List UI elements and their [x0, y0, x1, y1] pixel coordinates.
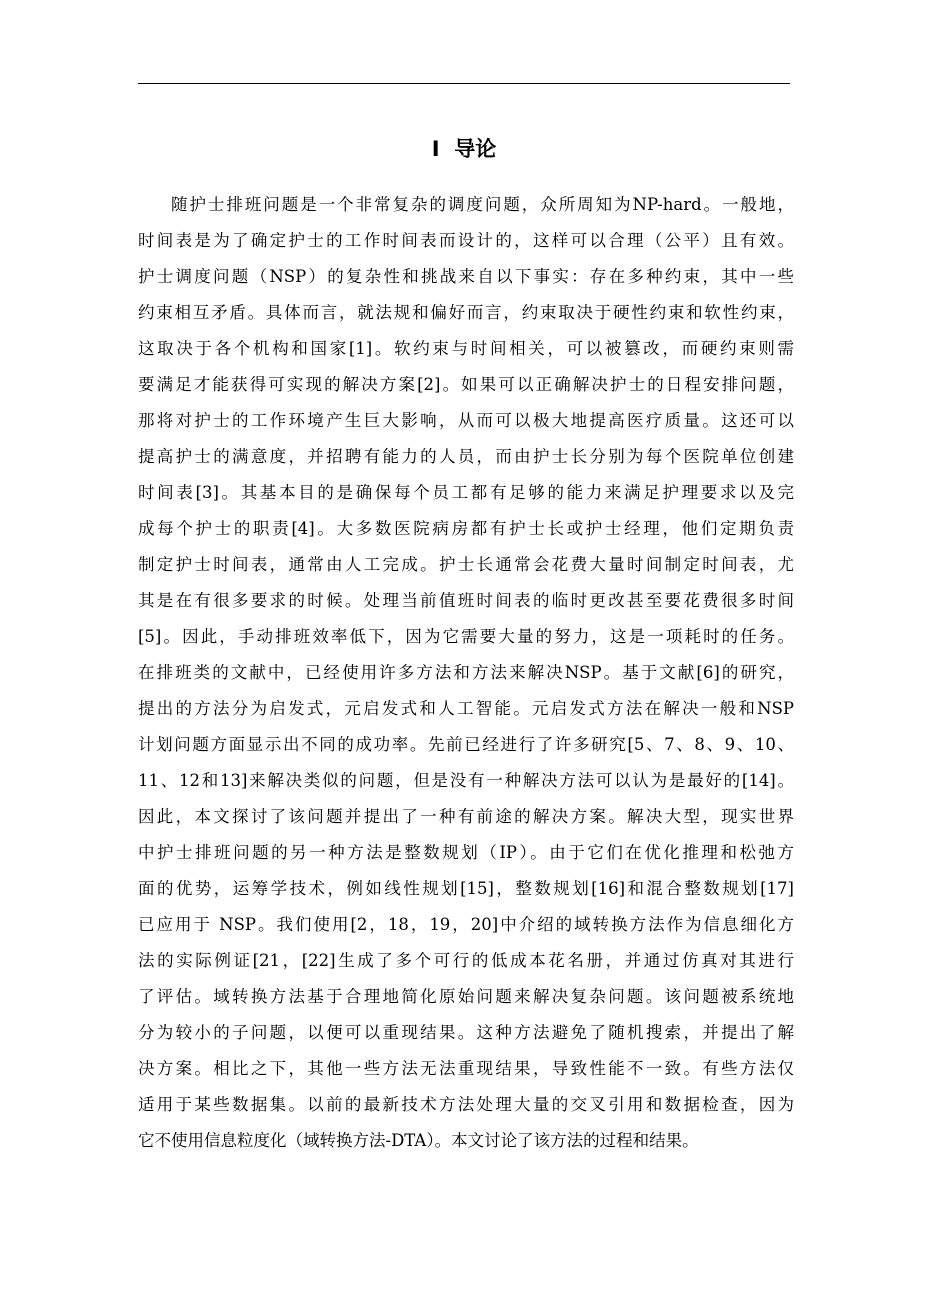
paragraph-line: 在排班类的文献中，已经使用许多方法和方法来解决NSP。基于文献[6]的研究，	[138, 663, 794, 682]
header-rule	[138, 83, 790, 84]
paragraph-line: 了评估。域转换方法基于合理地简化原始问题来解决复杂问题。该问题被系统地	[138, 987, 794, 1006]
paragraph-line: 计划问题方面显示出不同的成功率。先前已经进行了许多研究[5、7、8、9、10、	[138, 735, 794, 754]
section-heading	[138, 132, 790, 166]
paragraph-line: 决方案。相比之下，其他一些方法无法重现结果，导致性能不一致。有些方法仅	[138, 1059, 794, 1078]
paragraph-line: 那将对护士的工作环境产生巨大影响，从而可以极大地提高医疗质量。这还可以	[138, 411, 794, 430]
paragraph-line: 11、12和13]来解决类似的问题，但是没有一种解决方法可以认为是最好的[14]。	[138, 771, 794, 790]
paragraph-line: 制定护士时间表，通常由人工完成。护士长通常会花费大量时间制定时间表，尤	[138, 555, 794, 574]
paragraph-line: 随护士排班问题是一个非常复杂的调度问题，众所周知为NP-hard。一般地，	[171, 195, 794, 214]
paragraph-line: 提出的方法分为启发式，元启发式和人工智能。元启发式方法在解决一般和NSP	[138, 699, 794, 718]
paragraph-line: 因此，本文探讨了该问题并提出了一种有前途的解决方案。解决大型，现实世界	[138, 807, 794, 826]
section-number: I	[431, 137, 440, 161]
body-paragraph	[138, 187, 794, 1159]
paragraph-line: 时间表[3]。其基本目的是确保每个员工都有足够的能力来满足护理要求以及完	[138, 483, 794, 502]
paragraph-line: 其是在有很多要求的时候。处理当前值班时间表的临时更改甚至要花费很多时间	[138, 591, 794, 610]
paragraph-line: 中护士排班问题的另一种方法是整数规划（IP）。由于它们在优化推理和松弛方	[138, 843, 794, 862]
paragraph-line: 适用于某些数据集。以前的最新技术方法处理大量的交叉引用和数据检查，因为	[138, 1095, 794, 1114]
paragraph-line: 它不使用信息粒度化（域转换方法-DTA）。本文讨论了该方法的过程和结果。	[138, 1131, 699, 1150]
paragraph-line: 约束相互矛盾。具体而言，就法规和偏好而言，约束取决于硬性约束和软性约束，	[138, 303, 794, 322]
paragraph-line: 法的实际例证[21，[22]生成了多个可行的低成本花名册，并通过仿真对其进行	[138, 951, 794, 970]
paragraph-line: 提高护士的满意度，并招聘有能力的人员，而由护士长分别为每个医院单位创建	[138, 447, 794, 466]
paragraph-line: 面的优势，运筹学技术，例如线性规划[15]，整数规划[16]和混合整数规划[17]	[138, 879, 794, 898]
paragraph-line: 这取决于各个机构和国家[1]。软约束与时间相关，可以被篡改，而硬约束则需	[138, 339, 794, 358]
paragraph-line: 成每个护士的职责[4]。大多数医院病房都有护士长或护士经理，他们定期负责	[138, 519, 794, 538]
paragraph-line: 时间表是为了确定护士的工作时间表而设计的，这样可以合理（公平）且有效。	[138, 231, 794, 250]
section-title: 导论	[454, 137, 497, 161]
paragraph-line: 护士调度问题（NSP）的复杂性和挑战来自以下事实：存在多种约束，其中一些	[138, 267, 794, 286]
paragraph-line: 要满足才能获得可实现的解决方案[2]。如果可以正确解决护士的日程安排问题，	[138, 375, 794, 394]
paragraph-line: 分为较小的子问题，以便可以重现结果。这种方法避免了随机搜索，并提出了解	[138, 1023, 794, 1042]
paragraph-line: [5]。因此，手动排班效率低下，因为它需要大量的努力，这是一项耗时的任务。	[138, 627, 794, 646]
paragraph-line: 已应用于 NSP。我们使用[2，18，19，20]中介绍的域转换方法作为信息细化方	[138, 915, 794, 934]
